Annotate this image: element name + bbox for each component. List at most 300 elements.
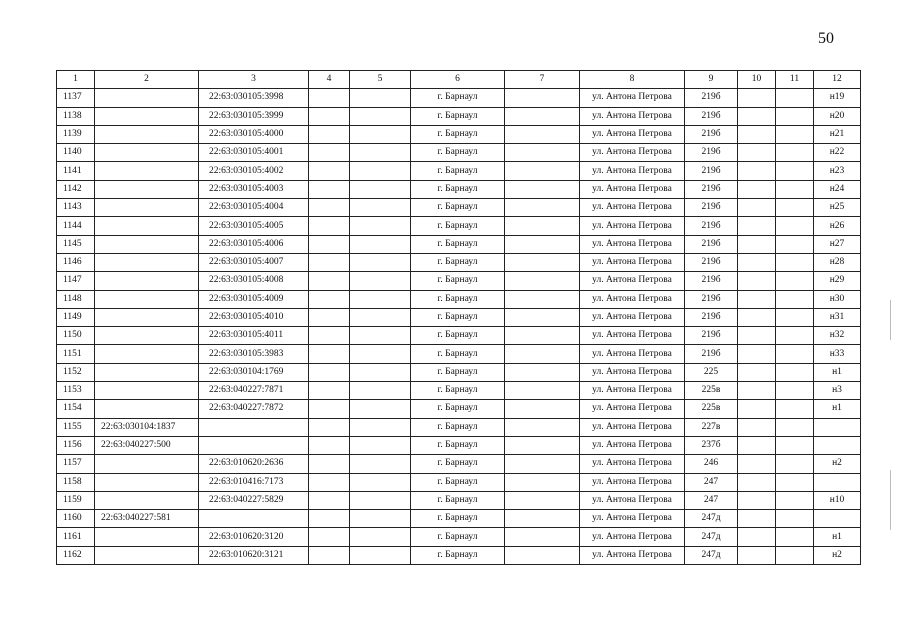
cell-col-9: 247д <box>685 510 738 528</box>
cell-col-3: 22:63:010620:3120 <box>199 528 309 546</box>
cell-col-3: 22:63:040227:5829 <box>199 491 309 509</box>
cell-col-4 <box>309 144 350 162</box>
cell-col-2 <box>95 290 199 308</box>
cell-col-5 <box>350 400 411 418</box>
cell-col-9: 247д <box>685 528 738 546</box>
cell-col-7 <box>505 199 580 217</box>
cell-col-7 <box>505 546 580 564</box>
cell-col-5 <box>350 546 411 564</box>
cell-col-2 <box>95 327 199 345</box>
cell-col-8: ул. Антона Петрова <box>580 400 685 418</box>
cell-col-7 <box>505 455 580 473</box>
cell-col-8: ул. Антона Петрова <box>580 162 685 180</box>
cell-col-5 <box>350 89 411 107</box>
cell-col-3: 22:63:030105:4010 <box>199 308 309 326</box>
cell-col-11 <box>776 162 814 180</box>
cell-col-6: г. Барнаул <box>411 528 505 546</box>
column-header-4: 4 <box>309 71 350 89</box>
cell-col-8: ул. Антона Петрова <box>580 546 685 564</box>
cell-col-8: ул. Антона Петрова <box>580 455 685 473</box>
cell-col-10 <box>738 473 776 491</box>
cell-col-11 <box>776 473 814 491</box>
cell-col-2 <box>95 400 199 418</box>
cell-col-11 <box>776 107 814 125</box>
cell-col-5 <box>350 125 411 143</box>
cell-col-2 <box>95 382 199 400</box>
table-row <box>57 546 861 564</box>
cell-col-10 <box>738 528 776 546</box>
column-header-8: 8 <box>580 71 685 89</box>
table-row <box>57 436 861 454</box>
cell-col-6: г. Барнаул <box>411 107 505 125</box>
cell-col-12: н23 <box>814 162 861 180</box>
cell-col-8: ул. Антона Петрова <box>580 345 685 363</box>
cell-col-6: г. Барнаул <box>411 217 505 235</box>
cell-col-7 <box>505 345 580 363</box>
cell-col-4 <box>309 125 350 143</box>
cell-col-4 <box>309 308 350 326</box>
cell-col-10 <box>738 162 776 180</box>
cell-col-12: н21 <box>814 125 861 143</box>
cell-col-3: 22:63:040227:7871 <box>199 382 309 400</box>
cell-col-4 <box>309 253 350 271</box>
cell-col-10 <box>738 400 776 418</box>
cell-col-2 <box>95 107 199 125</box>
margin-mark <box>890 300 891 340</box>
table-row <box>57 89 861 107</box>
cell-col-4 <box>309 162 350 180</box>
cell-col-11 <box>776 217 814 235</box>
cell-col-11 <box>776 89 814 107</box>
cell-col-7 <box>505 162 580 180</box>
cell-col-6: г. Барнаул <box>411 382 505 400</box>
cell-col-8: ул. Антона Петрова <box>580 436 685 454</box>
cell-col-8: ул. Антона Петрова <box>580 473 685 491</box>
cell-col-11 <box>776 528 814 546</box>
cell-col-4 <box>309 290 350 308</box>
cell-col-3: 22:63:010620:2636 <box>199 455 309 473</box>
cell-col-1: 1137 <box>57 89 95 107</box>
table-row <box>57 253 861 271</box>
cell-col-1: 1150 <box>57 327 95 345</box>
cell-col-5 <box>350 272 411 290</box>
cell-col-4 <box>309 528 350 546</box>
table-row <box>57 180 861 198</box>
cell-col-11 <box>776 199 814 217</box>
cell-col-4 <box>309 345 350 363</box>
cell-col-10 <box>738 180 776 198</box>
cell-col-10 <box>738 290 776 308</box>
cell-col-1: 1142 <box>57 180 95 198</box>
cell-col-12: н10 <box>814 491 861 509</box>
cell-col-9: 246 <box>685 455 738 473</box>
cell-col-8: ул. Антона Петрова <box>580 89 685 107</box>
table-body <box>57 89 861 565</box>
cell-col-4 <box>309 180 350 198</box>
cell-col-3: 22:63:030105:3998 <box>199 89 309 107</box>
cell-col-7 <box>505 418 580 436</box>
cell-col-11 <box>776 491 814 509</box>
cell-col-8: ул. Антона Петрова <box>580 418 685 436</box>
cell-col-2 <box>95 345 199 363</box>
cell-col-5 <box>350 491 411 509</box>
cell-col-8: ул. Антона Петрова <box>580 217 685 235</box>
cell-col-3: 22:63:030105:4008 <box>199 272 309 290</box>
cell-col-3: 22:63:030105:4002 <box>199 162 309 180</box>
cell-col-7 <box>505 180 580 198</box>
cell-col-4 <box>309 107 350 125</box>
cell-col-5 <box>350 473 411 491</box>
cell-col-8: ул. Антона Петрова <box>580 125 685 143</box>
cell-col-4 <box>309 400 350 418</box>
cell-col-4 <box>309 382 350 400</box>
cell-col-9: 219б <box>685 217 738 235</box>
cell-col-8: ул. Антона Петрова <box>580 308 685 326</box>
cell-col-3: 22:63:030105:4006 <box>199 235 309 253</box>
table-row <box>57 363 861 381</box>
cell-col-8: ул. Антона Петрова <box>580 528 685 546</box>
cell-col-5 <box>350 510 411 528</box>
table-row <box>57 144 861 162</box>
cell-col-5 <box>350 107 411 125</box>
cell-col-6: г. Барнаул <box>411 546 505 564</box>
cell-col-12: н29 <box>814 272 861 290</box>
cell-col-10 <box>738 491 776 509</box>
cell-col-10 <box>738 308 776 326</box>
cell-col-11 <box>776 180 814 198</box>
cell-col-6: г. Барнаул <box>411 290 505 308</box>
cell-col-5 <box>350 345 411 363</box>
cell-col-4 <box>309 510 350 528</box>
cell-col-6: г. Барнаул <box>411 180 505 198</box>
column-header-5: 5 <box>350 71 411 89</box>
cell-col-12: н3 <box>814 382 861 400</box>
table-row <box>57 455 861 473</box>
cell-col-10 <box>738 363 776 381</box>
cell-col-4 <box>309 546 350 564</box>
cell-col-10 <box>738 327 776 345</box>
cell-col-5 <box>350 235 411 253</box>
cell-col-3: 22:63:030105:3983 <box>199 345 309 363</box>
cell-col-6: г. Барнаул <box>411 327 505 345</box>
cell-col-12 <box>814 418 861 436</box>
cell-col-7 <box>505 89 580 107</box>
cell-col-8: ул. Антона Петрова <box>580 107 685 125</box>
cell-col-7 <box>505 400 580 418</box>
cell-col-3: 22:63:030105:4007 <box>199 253 309 271</box>
cell-col-6: г. Барнаул <box>411 162 505 180</box>
cell-col-4 <box>309 217 350 235</box>
cell-col-6: г. Барнаул <box>411 144 505 162</box>
cell-col-5 <box>350 418 411 436</box>
cell-col-11 <box>776 272 814 290</box>
cell-col-11 <box>776 253 814 271</box>
cell-col-3: 22:63:030105:4009 <box>199 290 309 308</box>
cell-col-1: 1143 <box>57 199 95 217</box>
cell-col-6: г. Барнаул <box>411 199 505 217</box>
cell-col-10 <box>738 546 776 564</box>
cell-col-2 <box>95 546 199 564</box>
cell-col-5 <box>350 528 411 546</box>
cell-col-12: н1 <box>814 363 861 381</box>
cell-col-8: ул. Антона Петрова <box>580 235 685 253</box>
table-row <box>57 125 861 143</box>
column-header-6: 6 <box>411 71 505 89</box>
cell-col-12 <box>814 510 861 528</box>
cell-col-8: ул. Антона Петрова <box>580 510 685 528</box>
cell-col-6: г. Барнаул <box>411 418 505 436</box>
cell-col-12: н28 <box>814 253 861 271</box>
column-header-10: 10 <box>738 71 776 89</box>
table-row <box>57 510 861 528</box>
column-header-11: 11 <box>776 71 814 89</box>
cell-col-5 <box>350 199 411 217</box>
table-row <box>57 528 861 546</box>
cell-col-10 <box>738 455 776 473</box>
cell-col-3 <box>199 418 309 436</box>
cell-col-1: 1152 <box>57 363 95 381</box>
cell-col-12: н19 <box>814 89 861 107</box>
cell-col-6: г. Барнаул <box>411 235 505 253</box>
cell-col-9: 219б <box>685 272 738 290</box>
cell-col-1: 1156 <box>57 436 95 454</box>
cell-col-12: н26 <box>814 217 861 235</box>
cell-col-2 <box>95 162 199 180</box>
cell-col-9: 247 <box>685 491 738 509</box>
cell-col-2 <box>95 455 199 473</box>
table-row <box>57 272 861 290</box>
cell-col-2 <box>95 272 199 290</box>
cell-col-8: ул. Антона Петрова <box>580 382 685 400</box>
cell-col-1: 1148 <box>57 290 95 308</box>
cell-col-1: 1151 <box>57 345 95 363</box>
cell-col-11 <box>776 363 814 381</box>
cell-col-5 <box>350 253 411 271</box>
cell-col-7 <box>505 290 580 308</box>
cell-col-12: н30 <box>814 290 861 308</box>
cell-col-9: 219б <box>685 253 738 271</box>
cell-col-10 <box>738 235 776 253</box>
cell-col-2: 22:63:030104:1837 <box>95 418 199 436</box>
cell-col-11 <box>776 327 814 345</box>
table-row <box>57 235 861 253</box>
cell-col-1: 1155 <box>57 418 95 436</box>
cell-col-3: 22:63:040227:7872 <box>199 400 309 418</box>
cell-col-1: 1147 <box>57 272 95 290</box>
table-row <box>57 382 861 400</box>
column-header-12: 12 <box>814 71 861 89</box>
table-row <box>57 217 861 235</box>
cell-col-1: 1162 <box>57 546 95 564</box>
cell-col-5 <box>350 363 411 381</box>
cell-col-7 <box>505 510 580 528</box>
cell-col-9: 225 <box>685 363 738 381</box>
cell-col-9: 219б <box>685 308 738 326</box>
cell-col-6: г. Барнаул <box>411 473 505 491</box>
cell-col-6: г. Барнаул <box>411 89 505 107</box>
cell-col-1: 1153 <box>57 382 95 400</box>
cell-col-6: г. Барнаул <box>411 253 505 271</box>
cell-col-1: 1160 <box>57 510 95 528</box>
cell-col-12: н20 <box>814 107 861 125</box>
cell-col-9: 247 <box>685 473 738 491</box>
cell-col-10 <box>738 345 776 363</box>
cell-col-12: н27 <box>814 235 861 253</box>
cell-col-9: 237б <box>685 436 738 454</box>
cell-col-1: 1138 <box>57 107 95 125</box>
cell-col-12: н2 <box>814 455 861 473</box>
cell-col-5 <box>350 290 411 308</box>
cell-col-5 <box>350 436 411 454</box>
cell-col-5 <box>350 382 411 400</box>
table-row <box>57 345 861 363</box>
cell-col-7 <box>505 107 580 125</box>
cell-col-10 <box>738 217 776 235</box>
cell-col-6: г. Барнаул <box>411 455 505 473</box>
cell-col-10 <box>738 272 776 290</box>
cell-col-2 <box>95 89 199 107</box>
cell-col-7 <box>505 144 580 162</box>
table-row <box>57 162 861 180</box>
cell-col-12: н1 <box>814 400 861 418</box>
cell-col-12: н32 <box>814 327 861 345</box>
cell-col-6: г. Барнаул <box>411 345 505 363</box>
cell-col-7 <box>505 382 580 400</box>
cell-col-5 <box>350 180 411 198</box>
cell-col-2 <box>95 235 199 253</box>
cell-col-2 <box>95 199 199 217</box>
cell-col-2 <box>95 217 199 235</box>
cell-col-1: 1140 <box>57 144 95 162</box>
cell-col-4 <box>309 272 350 290</box>
column-header-7: 7 <box>505 71 580 89</box>
cell-col-7 <box>505 272 580 290</box>
table-row <box>57 107 861 125</box>
cell-col-10 <box>738 199 776 217</box>
cell-col-4 <box>309 491 350 509</box>
cell-col-12: н33 <box>814 345 861 363</box>
table-row <box>57 491 861 509</box>
cell-col-1: 1149 <box>57 308 95 326</box>
cell-col-11 <box>776 345 814 363</box>
cell-col-3 <box>199 510 309 528</box>
cell-col-7 <box>505 253 580 271</box>
table-row <box>57 199 861 217</box>
cell-col-1: 1158 <box>57 473 95 491</box>
cell-col-11 <box>776 125 814 143</box>
column-header-2: 2 <box>95 71 199 89</box>
cell-col-3: 22:63:030105:4005 <box>199 217 309 235</box>
cell-col-1: 1159 <box>57 491 95 509</box>
header-row <box>57 71 861 89</box>
cell-col-6: г. Барнаул <box>411 363 505 381</box>
cell-col-3: 22:63:030105:4011 <box>199 327 309 345</box>
cell-col-12: н24 <box>814 180 861 198</box>
cell-col-12: н2 <box>814 546 861 564</box>
cell-col-2 <box>95 528 199 546</box>
cell-col-10 <box>738 436 776 454</box>
cell-col-4 <box>309 436 350 454</box>
cell-col-7 <box>505 473 580 491</box>
cell-col-6: г. Барнаул <box>411 272 505 290</box>
cell-col-11 <box>776 144 814 162</box>
cell-col-2 <box>95 473 199 491</box>
cell-col-12: н1 <box>814 528 861 546</box>
cell-col-10 <box>738 107 776 125</box>
cell-col-8: ул. Антона Петрова <box>580 363 685 381</box>
table-row <box>57 290 861 308</box>
cell-col-7 <box>505 528 580 546</box>
cell-col-5 <box>350 455 411 473</box>
cell-col-11 <box>776 436 814 454</box>
cell-col-9: 219б <box>685 345 738 363</box>
page-number: 50 <box>818 30 834 47</box>
cell-col-2: 22:63:040227:500 <box>95 436 199 454</box>
cell-col-7 <box>505 491 580 509</box>
cell-col-8: ул. Антона Петрова <box>580 144 685 162</box>
cell-col-9: 227в <box>685 418 738 436</box>
cell-col-11 <box>776 455 814 473</box>
cell-col-3: 22:63:030104:1769 <box>199 363 309 381</box>
column-header-3: 3 <box>199 71 309 89</box>
cell-col-5 <box>350 308 411 326</box>
cell-col-7 <box>505 125 580 143</box>
cell-col-7 <box>505 217 580 235</box>
column-header-9: 9 <box>685 71 738 89</box>
cell-col-3: 22:63:030105:4001 <box>199 144 309 162</box>
cell-col-4 <box>309 235 350 253</box>
cell-col-8: ул. Антона Петрова <box>580 290 685 308</box>
cell-col-8: ул. Антона Петрова <box>580 199 685 217</box>
cell-col-1: 1146 <box>57 253 95 271</box>
cell-col-1: 1161 <box>57 528 95 546</box>
cell-col-6: г. Барнаул <box>411 491 505 509</box>
cell-col-10 <box>738 382 776 400</box>
table-row <box>57 473 861 491</box>
cell-col-11 <box>776 290 814 308</box>
table-row <box>57 327 861 345</box>
cell-col-3: 22:63:030105:3999 <box>199 107 309 125</box>
cell-col-4 <box>309 89 350 107</box>
table-row <box>57 418 861 436</box>
cell-col-1: 1157 <box>57 455 95 473</box>
cell-col-3: 22:63:030105:4004 <box>199 199 309 217</box>
column-header-1: 1 <box>57 71 95 89</box>
cell-col-9: 219б <box>685 180 738 198</box>
cell-col-10 <box>738 253 776 271</box>
cell-col-9: 219б <box>685 89 738 107</box>
cell-col-4 <box>309 418 350 436</box>
cell-col-10 <box>738 89 776 107</box>
table-row <box>57 400 861 418</box>
cell-col-2 <box>95 308 199 326</box>
cell-col-11 <box>776 510 814 528</box>
cell-col-9: 225в <box>685 382 738 400</box>
cell-col-1: 1141 <box>57 162 95 180</box>
cell-col-7 <box>505 363 580 381</box>
cell-col-9: 219б <box>685 125 738 143</box>
cell-col-8: ул. Антона Петрова <box>580 327 685 345</box>
cell-col-6: г. Барнаул <box>411 125 505 143</box>
cell-col-7 <box>505 436 580 454</box>
cell-col-6: г. Барнаул <box>411 400 505 418</box>
cell-col-4 <box>309 327 350 345</box>
cell-col-1: 1154 <box>57 400 95 418</box>
cell-col-10 <box>738 418 776 436</box>
cell-col-4 <box>309 199 350 217</box>
cell-col-9: 219б <box>685 199 738 217</box>
cell-col-11 <box>776 546 814 564</box>
